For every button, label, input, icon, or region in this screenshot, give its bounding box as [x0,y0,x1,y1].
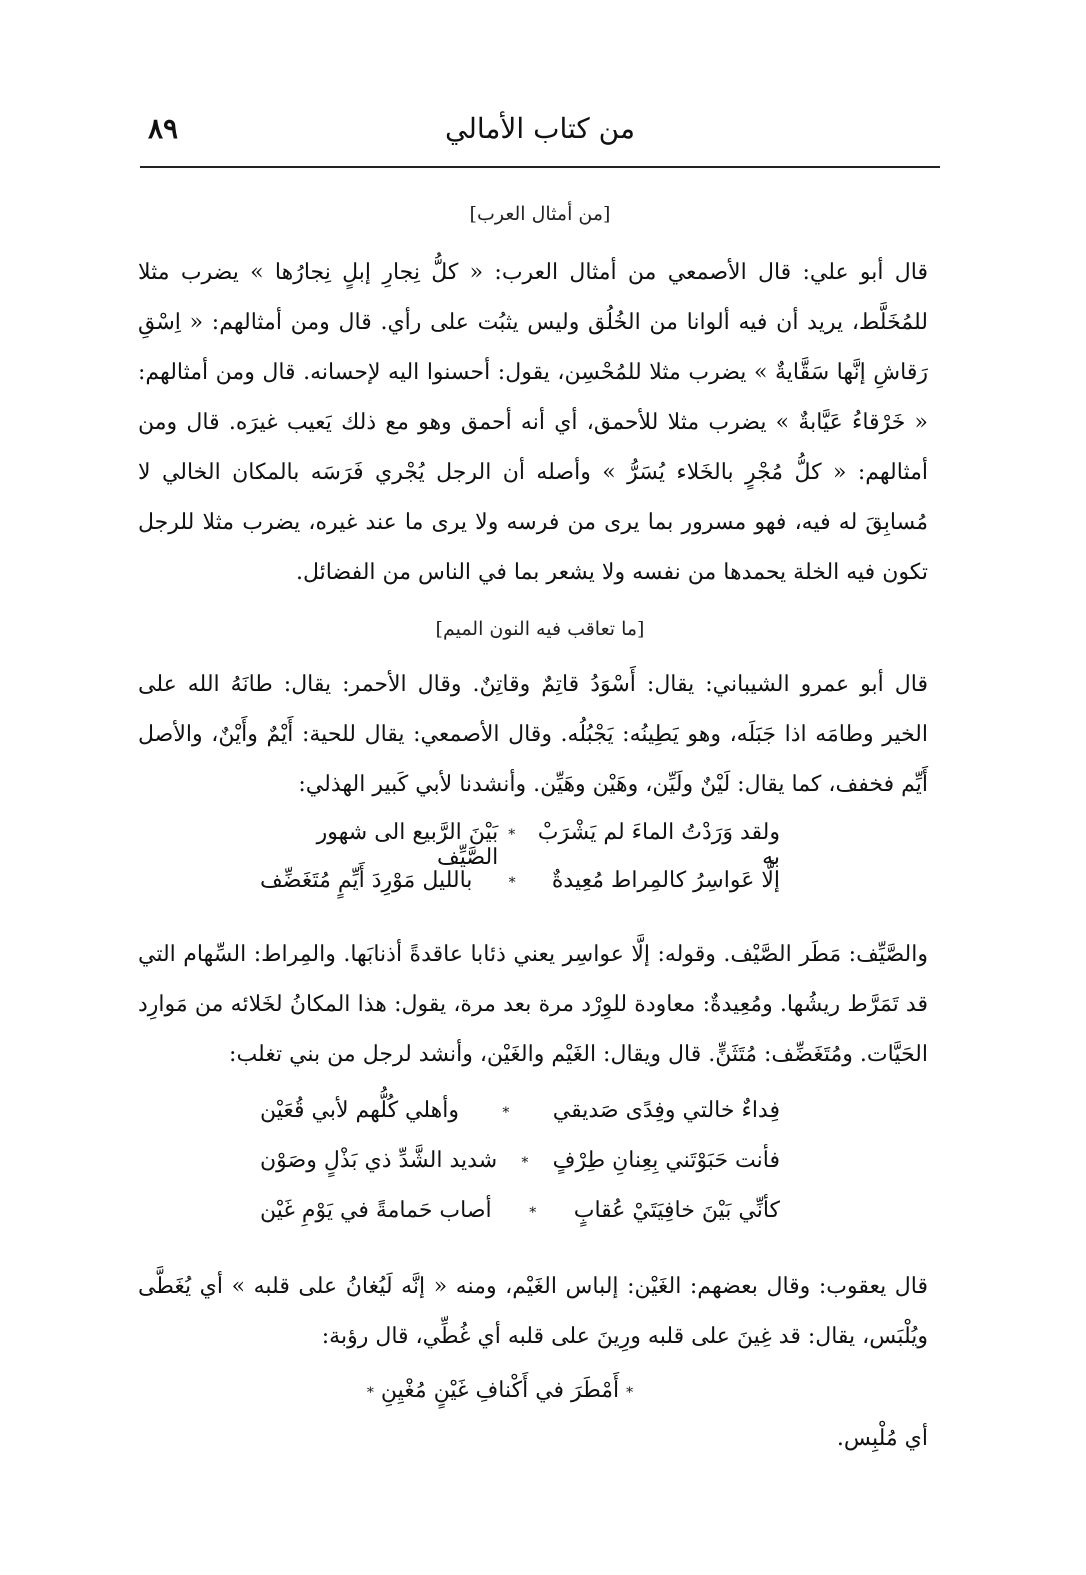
verse-line [260,868,780,912]
closing-line: أي مُلْبِس. [836,1426,928,1451]
verse-text: أَمْطَرَ في أَكْنافِ غَيْنٍ مُغْيِنِ [380,1378,620,1403]
verse-separator-icon: * [521,1155,529,1171]
verse-separator-icon: * [502,1105,510,1121]
verse-line [260,1098,780,1142]
verse-hemistich-second: شديد الشَّدِّ ذي بَذْلٍ وصَوْن [260,1148,498,1173]
verse-separator-icon: * [508,875,516,891]
verse-line [260,1148,780,1192]
verse-hemistich-first: فِداءٌ خالتي وفِدًى صَديقي [552,1098,780,1123]
proverbs-paragraph: قال أبو علي: قال الأصمعي من أمثال العرب: « كلُّ نِجارِ إبلٍ نِجارُها » يضرب مثلا للمُخَلَّط، يريد أن فيه ألوانا من الخُلُق وليس يثبُت على رأي. قال ومن أمثالهم: « اِسْقِ رَقاشِ إنَّها سَقَّايةٌ » يضرب مثلا للمُحْسِن، يقول: أحسنوا اليه لإحسانه. قال ومن أمثالهم: « خَرْقاءُ عَيَّابةٌ » يضرب مثلا للأحمق، أي أنه أحمق وهو مع ذلك يَعيب غيرَه. قال ومن أمثالهم: « كلُّ مُجْرٍ بالخَلاء يُسَرُّ » وأصله أن الرجل يُجْري فَرَسَه بالمكان الخالي لا مُسابِقَ له فيه، فهو مسرور بما يرى من فرسه ولا يرى ما عند غيره، يضرب مثلا للرجل تكون فيه الخلة يحمدها من نفسه ولا يشعر بما في الناس من الفضائل. [138,260,928,585]
verse-hemistich-first: إلَّا عَواسِرُ كالمِراط مُعِيدةٌ [551,868,780,893]
verse-hemistich-second: بَيْنَ الرَّبيع الى شهور الصَّيِّف [316,820,499,870]
verse-line [260,1198,780,1242]
ghayn-paragraph: قال يعقوب: وقال بعضهم: الغَيْن: إلباس الغَيْم، ومنه « إنَّه لَيُغانُ على قلبه » أي يُغَطَّى ويُلْبَس، يقال: قد غِينَ على قلبه ورِينَ على قلبه أي غُطِّي، قال رؤبة: [138,1274,928,1349]
verse-line-single [240,1378,760,1403]
running-title: من كتاب الأمالي [445,112,635,145]
section-title-proverbs: [من أمثال العرب] [469,203,611,225]
header-rule [140,166,940,168]
verse-separator-icon: * [529,1205,537,1221]
verse-hemistich-first: ولقد وَرَدْتُ الماءَ لم يَشْرَبْ به [537,820,780,870]
verse-line [260,820,780,870]
verse-hemistich-first: فأنت حَبَوْتَني بِعِنانِ طِرْفٍ [552,1148,780,1173]
nun-mim-paragraph: قال أبو عمرو الشيباني: يقال: أَسْوَدُ قاتِمٌ وقاتِنٌ. وقال الأحمر: يقال: طانَهُ الله على الخير وطامَه اذا جَبَلَه، وهو يَطِينُه: يَجْبُلُه. وقال الأصمعي: يقال للحية: أَيْمٌ وأَيْنٌ، والأصل أَيِّم فخفف، كما يقال: لَيْنٌ ولَيِّن، وهَيْن وهَيِّن. وأنشدنا لأبي كَبير الهذلي: [138,672,928,797]
section-title-nun-mim: [ما تعاقب فيه النون الميم] [435,618,645,640]
verse-separator-icon: * [508,827,516,843]
verse-separator-icon: * [366,1385,374,1401]
verse-commentary-paragraph: والصَّيِّف: مَطَر الصَّيْف. وقوله: إلَّا عواسِر يعني ذئابا عاقدةً أذنابَها. والمِراط: السِّهام التي قد تَمَرَّط ريشُها. ومُعِيدةٌ: معاودة للوِرْد مرة بعد مرة، يقول: هذا المكانُ لخَلائه من مَوارِد الحَيَّات. ومُتَغَضِّف: مُتَثَنٍّ. قال ويقال: الغَيْم والغَيْن، وأنشد لرجل من بني تغلب: [138,942,928,1067]
page-number: ٨٩ [148,112,179,145]
verse-separator-icon: * [626,1385,634,1401]
verse-hemistich-second: وأهلي كُلُّهم لأبي قُعَيْن [260,1098,459,1123]
verse-hemistich-second: أصاب حَمامةً في يَوْمِ غَيْن [260,1198,492,1223]
verse-hemistich-first: كأنِّي بَيْنَ خافِيَتَيْ عُقابٍ [573,1198,780,1223]
verse-hemistich-second: بالليل مَوْرِدَ أَيِّمٍ مُتَغَضِّف [260,868,473,893]
page-header [140,104,940,154]
